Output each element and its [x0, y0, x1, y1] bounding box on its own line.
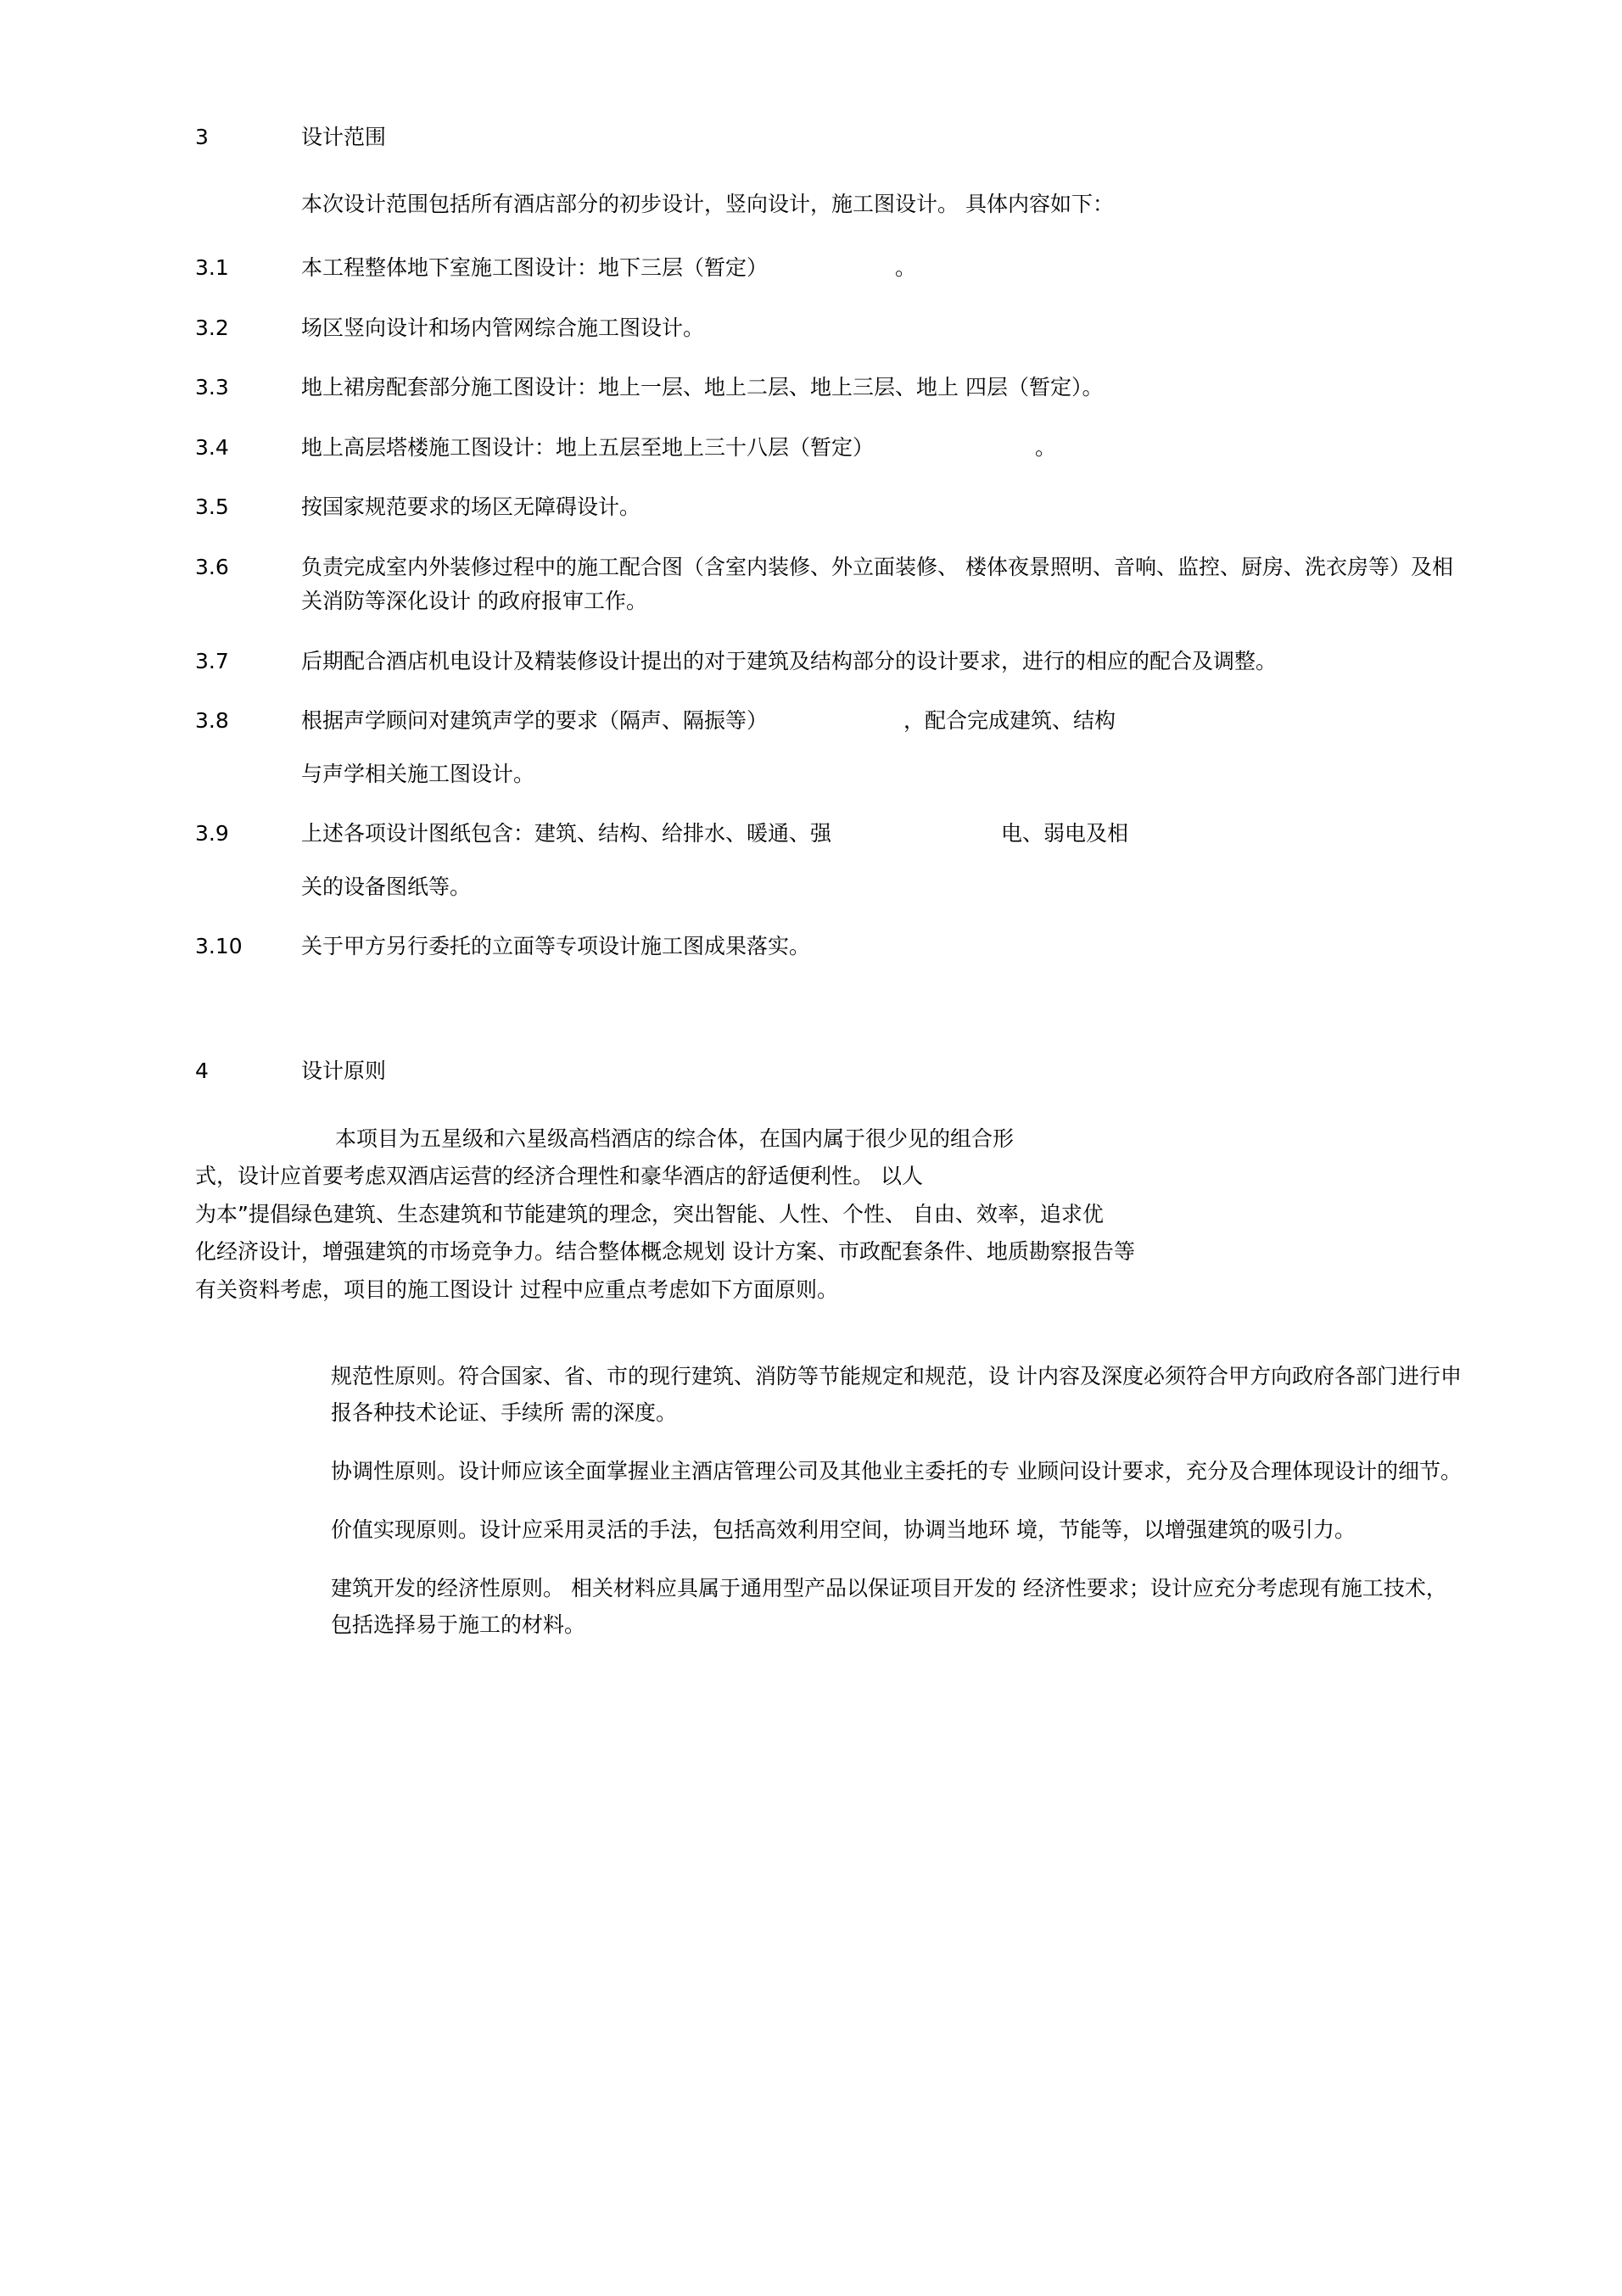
section-number: 4: [195, 1058, 209, 1083]
clause-3-9: [195, 817, 1468, 904]
document-body: [195, 119, 1468, 1643]
clause-number: 3.7: [195, 648, 229, 673]
clause-text: 场区竖向设计和场内管网综合施工图设计。: [301, 315, 705, 340]
clause-text-tail: 。: [1035, 434, 1057, 460]
intro-line-2: 式，设计应首要考虑双酒店运营的经济合理性和豪华酒店的舒适便利性。 以人: [195, 1164, 923, 1188]
clause-text-main: 地上高层塔楼施工图设计：地上五层至地上三十八层（暂定）: [301, 434, 875, 460]
clause-number: 3.1: [195, 255, 229, 281]
clause-text-tail: 。: [895, 255, 917, 281]
clause-text: 按国家规范要求的场区无障碍设计。: [301, 494, 641, 520]
clause-number: 3.3: [195, 375, 229, 400]
clause-text: 关于甲方另行委托的立面等专项设计施工图成果落实。: [301, 934, 811, 959]
clause-text: [301, 431, 1468, 466]
clause-3-10: [195, 930, 1468, 964]
clause-text-main: 上述各项设计图纸包含：建筑、结构、给排水、暖通、强: [301, 821, 832, 846]
clause-3-5: [195, 490, 1468, 525]
clause-text-tail: 电、弱电及相: [1001, 821, 1129, 846]
intro-line-4: 化经济设计，增强建筑的市场竞争力。结合整体概念规划 设计方案、市政配套条件、地质勘察报告等: [195, 1239, 1135, 1264]
section-gap: [195, 990, 1468, 1053]
principle-item-4: [195, 1570, 1468, 1643]
principle-text: 协调性原则。设计师应该全面掌握业主酒店管理公司及其他业主委托的专 业顾问设计要求，充分及合理体现设计的细节。: [331, 1459, 1462, 1483]
section-3-lead-paragraph: 本次设计范围包括所有酒店部分的初步设计，竖向设计，施工图设计。 具体内容如下：: [301, 191, 1114, 216]
clause-text-main: 本工程整体地下室施工图设计：地下三层（暂定）: [301, 255, 769, 281]
clause-text-line-1: [301, 817, 1468, 852]
clause-3-3: [195, 371, 1468, 405]
clause-text-main: 根据声学顾问对建筑声学的要求（隔声、隔振等）: [301, 708, 769, 734]
section-title: 设计范围: [301, 125, 387, 149]
clause-text: [301, 817, 1468, 904]
clause-text-line-2: 与声学相关施工图设计。: [301, 761, 535, 786]
clause-text: 地上裙房配套部分施工图设计：地上一层、地上二层、地上三层、地上 四层（暂定）。: [301, 375, 1104, 400]
principle-text: 建筑开发的经济性原则。 相关材料应具属于通用型产品以保证项目开发的 经济性要求；设计应充分考虑现有施工技术，包括选择易于施工的材料。: [331, 1576, 1447, 1637]
clause-3-8: [195, 704, 1468, 791]
principle-item-2: [195, 1453, 1468, 1489]
clause-number: 3.10: [195, 934, 243, 959]
clause-text: 负责完成室内外装修过程中的施工配合图（含室内装修、外立面装修、 楼体夜景照明、音响、监控、厨房、洗衣房等）及相关消防等深化设计 的政府报审工作。: [301, 554, 1453, 614]
clause-3-1: [195, 251, 1468, 286]
clause-3-6: [195, 550, 1468, 619]
intro-line-5: 有关资料考虑，项目的施工图设计 过程中应重点考虑如下方面原则。: [195, 1276, 838, 1302]
clause-text-line-2: 关的设备图纸等。: [301, 874, 472, 899]
section-title: 设计原则: [301, 1058, 387, 1083]
clause-text: [301, 704, 1468, 791]
clause-text: [301, 251, 1468, 286]
clause-number: 3.4: [195, 434, 229, 460]
intro-gap: [195, 1338, 1468, 1358]
clause-text-tail: ，配合完成建筑、结构: [903, 708, 1116, 734]
clause-number: 3.5: [195, 494, 229, 520]
clause-3-7: [195, 645, 1468, 679]
clause-number: 3.2: [195, 315, 229, 340]
principle-item-3: [195, 1511, 1468, 1548]
intro-line-3: 为本”提倡绿色建筑、生态建筑和节能建筑的理念，突出智能、人性、个性、 自由、效率，追求优: [195, 1201, 1104, 1226]
clause-text: 后期配合酒店机电设计及精装修设计提出的对于建筑及结构部分的设计要求，进行的相应的配合及调整。: [301, 648, 1278, 673]
principle-item-1: [195, 1358, 1468, 1431]
section-heading-4: [195, 1053, 1468, 1090]
clause-number: 3.6: [195, 554, 229, 579]
clause-3-2: [195, 311, 1468, 346]
section-heading-3: [195, 119, 1468, 156]
clause-number: 3.9: [195, 821, 229, 846]
clause-3-4: [195, 431, 1468, 466]
intro-line-1: 本项目为五星级和六星级高档酒店的综合体，在国内属于很少见的组合形: [335, 1126, 1015, 1151]
clause-number: 3.8: [195, 708, 229, 734]
principle-text: 规范性原则。符合国家、省、市的现行建筑、消防等节能规定和规范，设 计内容及深度必须符合甲方向政府各部门进行申报各种技术论证、手续所 需的深度。: [331, 1364, 1462, 1425]
clause-text-line-1: [301, 704, 1468, 739]
section-4-intro: [195, 1120, 1468, 1310]
section-number: 3: [195, 125, 209, 149]
principle-text: 价值实现原则。设计应采用灵活的手法，包括高效利用空间，协调当地环 境，节能等，以增强建筑的吸引力。: [331, 1517, 1356, 1542]
